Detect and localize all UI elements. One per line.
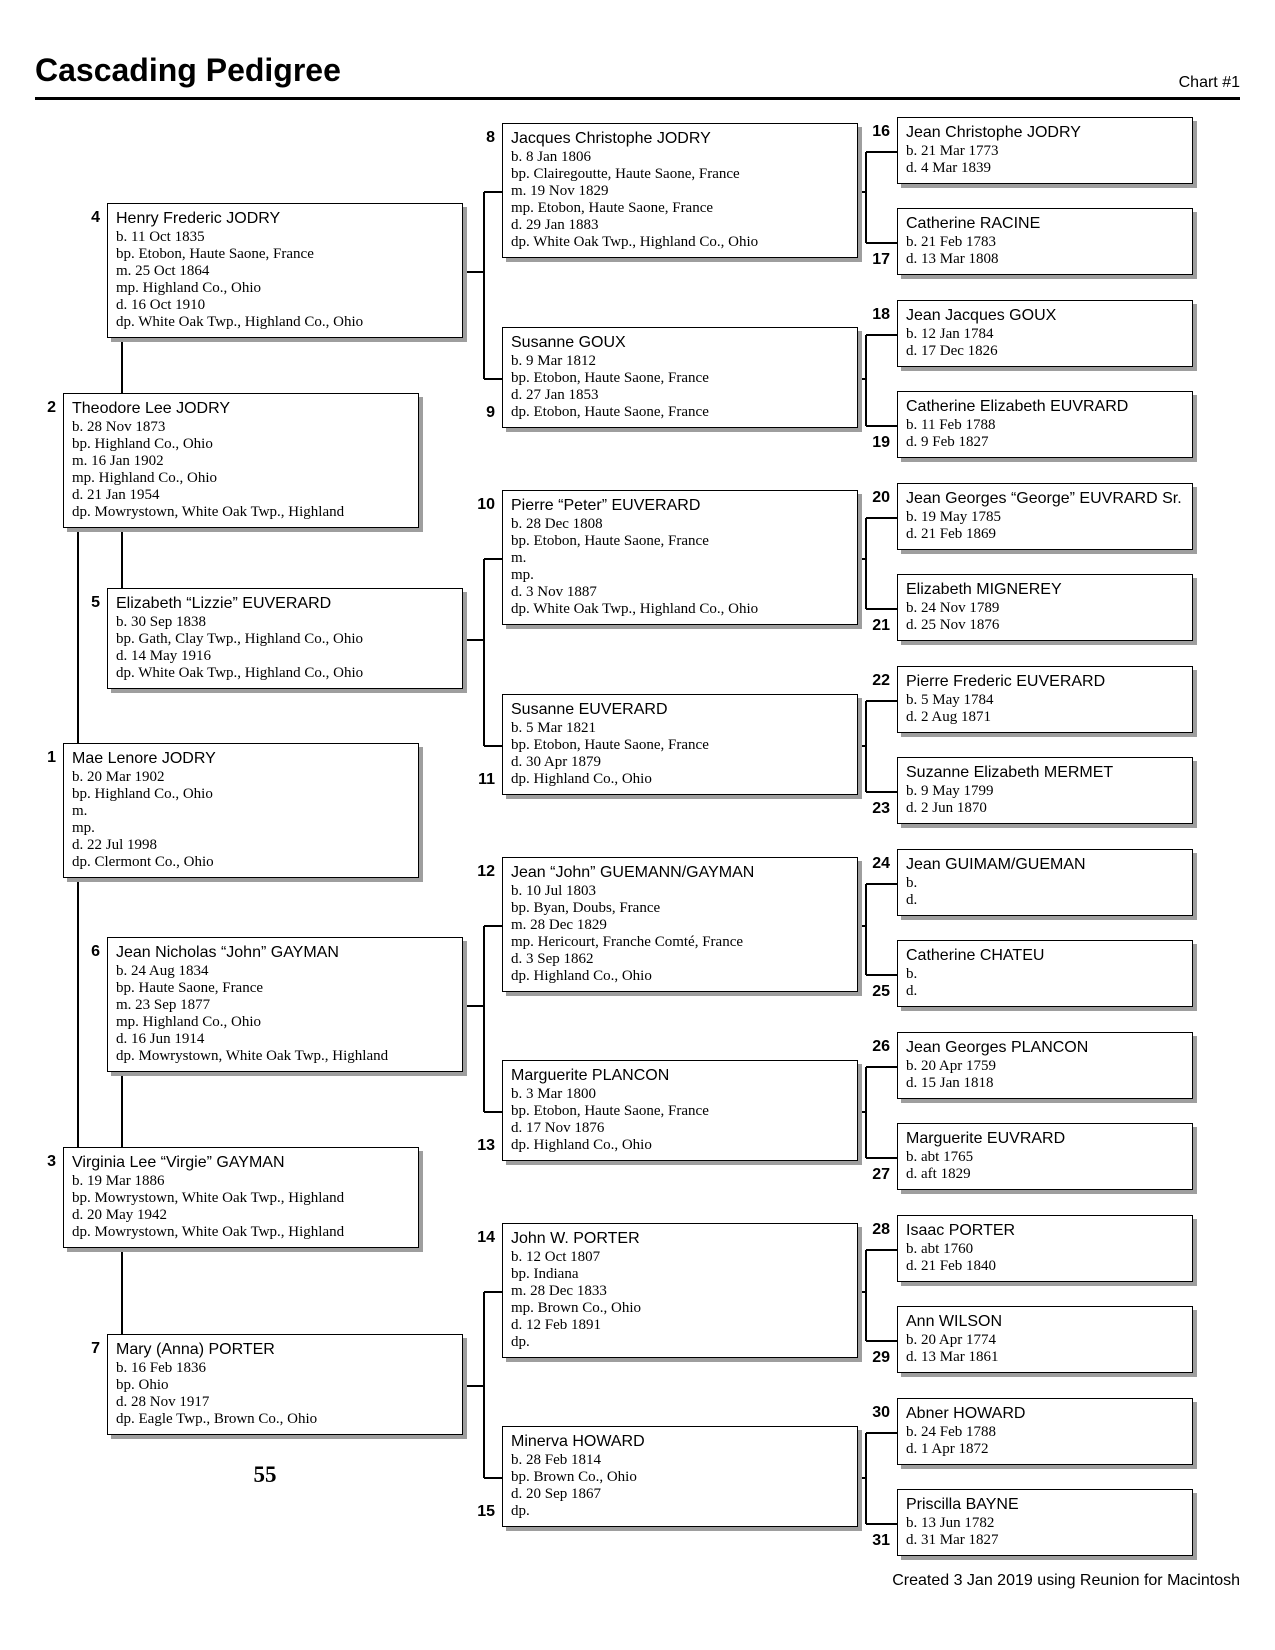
connector-line <box>484 925 502 927</box>
person-name: Pierre “Peter” EUVERARD <box>511 497 701 514</box>
person-name: Priscilla BAYNE <box>906 1496 1019 1513</box>
person-box-15 <box>502 1426 858 1527</box>
connector-line <box>463 1005 484 1007</box>
person-detail: mp. Highland Co., Ohio <box>72 470 217 486</box>
person-detail: m. <box>511 550 527 566</box>
person-detail: bp. Gath, Clay Twp., Highland Co., Ohio <box>116 631 363 647</box>
person-detail: d. aft 1829 <box>906 1166 971 1182</box>
person-detail: dp. Mowrystown, White Oak Twp., Highland <box>72 504 345 520</box>
person-name: Catherine Elizabeth EUVRARD <box>906 398 1129 415</box>
connector-line <box>463 639 484 641</box>
person-detail: mp. Hericourt, Franche Comté, France <box>511 934 744 950</box>
person-number-14: 14 <box>477 1229 495 1246</box>
person-number-28: 28 <box>872 1221 890 1238</box>
person-detail: b. 28 Dec 1808 <box>511 516 603 532</box>
person-detail: b. 19 Mar 1886 <box>72 1173 165 1189</box>
person-box-22 <box>897 666 1193 733</box>
person-detail: b. 20 Apr 1759 <box>906 1058 996 1074</box>
person-name: Jean Christophe JODRY <box>906 124 1081 141</box>
person-detail: b. 16 Feb 1836 <box>116 1360 206 1376</box>
person-detail: b. 12 Oct 1807 <box>511 1249 601 1265</box>
connector-line <box>121 1248 123 1334</box>
person-box-25 <box>897 940 1193 1007</box>
person-number-19: 19 <box>872 434 890 451</box>
person-detail: d. 28 Nov 1917 <box>116 1394 210 1410</box>
connector-line <box>484 558 502 560</box>
person-detail: m. 28 Dec 1829 <box>511 917 607 933</box>
person-name: Jean Jacques GOUX <box>906 307 1057 324</box>
connector-line <box>866 700 897 702</box>
person-detail: mp. Brown Co., Ohio <box>511 1300 642 1316</box>
person-detail: m. 16 Jan 1902 <box>72 453 164 469</box>
person-detail: bp. Mowrystown, White Oak Twp., Highland <box>72 1190 345 1206</box>
person-name: Henry Frederic JODRY <box>116 210 281 227</box>
person-number-3: 3 <box>47 1153 56 1170</box>
person-detail: d. 27 Jan 1853 <box>511 387 599 403</box>
person-number-17: 17 <box>872 251 890 268</box>
person-detail: dp. White Oak Twp., Highland Co., Ohio <box>511 234 759 250</box>
connector-line <box>483 192 485 379</box>
person-detail: b. 24 Feb 1788 <box>906 1424 996 1440</box>
person-detail: dp. Mowrystown, White Oak Twp., Highland <box>72 1224 345 1240</box>
person-number-5: 5 <box>91 594 100 611</box>
connector-line <box>865 152 867 243</box>
person-number-26: 26 <box>872 1038 890 1055</box>
person-detail: dp. Eagle Twp., Brown Co., Ohio <box>116 1411 318 1427</box>
person-detail: mp. <box>72 820 95 836</box>
person-detail: d. 17 Dec 1826 <box>906 343 998 359</box>
person-number-16: 16 <box>872 123 890 140</box>
person-name: Jean Georges PLANCON <box>906 1039 1089 1056</box>
person-box-5 <box>107 588 463 689</box>
person-detail: mp. Etobon, Haute Saone, France <box>511 200 714 216</box>
connector-line <box>866 974 897 976</box>
person-detail: d. 13 Mar 1861 <box>906 1349 999 1365</box>
person-box-9 <box>502 327 858 428</box>
connector-line <box>484 1477 502 1479</box>
connector-line <box>865 1433 867 1524</box>
person-name: Susanne EUVERARD <box>511 701 668 718</box>
person-box-18 <box>897 300 1193 367</box>
person-detail: d. 25 Nov 1876 <box>906 617 1000 633</box>
person-detail: m. 28 Dec 1833 <box>511 1283 607 1299</box>
person-box-12 <box>502 857 858 992</box>
person-detail: bp. Etobon, Haute Saone, France <box>511 370 709 386</box>
connector-line <box>865 701 867 792</box>
person-number-9: 9 <box>486 404 495 421</box>
person-detail: d. 15 Jan 1818 <box>906 1075 994 1091</box>
person-detail: d. 9 Feb 1827 <box>906 434 989 450</box>
person-number-2: 2 <box>47 399 56 416</box>
connector-line <box>121 1072 123 1147</box>
person-detail: bp. Etobon, Haute Saone, France <box>116 246 314 262</box>
person-detail: d. 14 May 1916 <box>116 648 211 664</box>
person-detail: b. 24 Nov 1789 <box>906 600 1000 616</box>
person-detail: d. 20 Sep 1867 <box>511 1486 601 1502</box>
person-name: Virginia Lee “Virgie” GAYMAN <box>72 1154 285 1171</box>
person-detail: b. 19 May 1785 <box>906 509 1001 525</box>
person-box-14 <box>502 1223 858 1358</box>
connector-line <box>866 791 897 793</box>
person-box-20 <box>897 483 1193 550</box>
person-name: Jacques Christophe JODRY <box>511 130 711 147</box>
person-detail: mp. <box>511 567 534 583</box>
person-detail: m. 25 Oct 1864 <box>116 263 210 279</box>
person-box-6 <box>107 937 463 1072</box>
person-detail: b. 20 Mar 1902 <box>72 769 165 785</box>
person-box-31 <box>897 1489 1193 1556</box>
person-detail: b. <box>906 875 918 891</box>
connector-line <box>866 1340 897 1342</box>
person-detail: b. 9 Mar 1812 <box>511 353 596 369</box>
person-box-11 <box>502 694 858 795</box>
person-number-27: 27 <box>872 1166 890 1183</box>
person-detail: d. 30 Apr 1879 <box>511 754 601 770</box>
person-detail: d. 29 Jan 1883 <box>511 217 599 233</box>
person-detail: bp. Etobon, Haute Saone, France <box>511 1103 709 1119</box>
person-number-25: 25 <box>872 983 890 1000</box>
person-detail: bp. Brown Co., Ohio <box>511 1469 637 1485</box>
person-detail: d. 2 Jun 1870 <box>906 800 987 816</box>
person-detail: b. 11 Feb 1788 <box>906 417 996 433</box>
person-number-22: 22 <box>872 672 890 689</box>
person-number-30: 30 <box>872 1404 890 1421</box>
person-detail: b. 9 May 1799 <box>906 783 994 799</box>
person-detail: bp. Etobon, Haute Saone, France <box>511 533 709 549</box>
connector-line <box>483 559 485 746</box>
person-detail: b. 21 Feb 1783 <box>906 234 996 250</box>
person-detail: dp. White Oak Twp., Highland Co., Ohio <box>511 601 759 617</box>
person-detail: d. 3 Nov 1887 <box>511 584 597 600</box>
person-detail: d. <box>906 892 918 908</box>
person-box-10 <box>502 490 858 625</box>
page-number: 55 <box>253 1462 277 1487</box>
person-detail: b. 5 May 1784 <box>906 692 994 708</box>
person-number-12: 12 <box>477 863 495 880</box>
person-detail: d. 16 Jun 1914 <box>116 1031 205 1047</box>
person-detail: bp. Ohio <box>116 1377 169 1393</box>
title-rule <box>35 97 1240 100</box>
person-box-26 <box>897 1032 1193 1099</box>
person-number-8: 8 <box>486 129 495 146</box>
person-detail: dp. Highland Co., Ohio <box>511 1137 652 1153</box>
person-box-23 <box>897 757 1193 824</box>
person-number-18: 18 <box>872 306 890 323</box>
page-title: Cascading Pedigree <box>35 52 341 88</box>
connector-line <box>865 1250 867 1341</box>
person-detail: d. 22 Jul 1998 <box>72 837 158 853</box>
person-name: Minerva HOWARD <box>511 1433 645 1450</box>
person-detail: b. 21 Mar 1773 <box>906 143 999 159</box>
connector-line <box>484 1111 502 1113</box>
person-name: Abner HOWARD <box>906 1405 1026 1422</box>
person-detail: bp. Clairegoutte, Haute Saone, France <box>511 166 740 182</box>
person-name: John W. PORTER <box>511 1230 640 1247</box>
person-detail: bp. Etobon, Haute Saone, France <box>511 737 709 753</box>
connector-line <box>866 151 897 153</box>
person-detail: bp. Highland Co., Ohio <box>72 436 213 452</box>
person-number-7: 7 <box>91 1340 100 1357</box>
person-detail: bp. Byan, Doubs, France <box>511 900 661 916</box>
person-detail: b. 5 Mar 1821 <box>511 720 596 736</box>
connector-line <box>865 518 867 609</box>
person-box-21 <box>897 574 1193 641</box>
connector-line <box>866 334 897 336</box>
person-detail: b. 3 Mar 1800 <box>511 1086 596 1102</box>
person-detail: d. 17 Nov 1876 <box>511 1120 605 1136</box>
person-detail: m. 23 Sep 1877 <box>116 997 211 1013</box>
footer-credit: Created 3 Jan 2019 using Reunion for Macintosh <box>892 1572 1240 1589</box>
connector-line <box>483 1292 485 1478</box>
person-box-3 <box>63 1147 419 1248</box>
person-detail: d. 31 Mar 1827 <box>906 1532 999 1548</box>
person-box-16 <box>897 117 1193 184</box>
person-detail: mp. Highland Co., Ohio <box>116 280 261 296</box>
person-box-2 <box>63 393 419 528</box>
person-name: Ann WILSON <box>906 1313 1003 1330</box>
connector-line <box>484 378 502 380</box>
person-detail: b. <box>906 966 918 982</box>
person-box-27 <box>897 1123 1193 1190</box>
person-detail: b. abt 1760 <box>906 1241 974 1257</box>
person-detail: bp. Haute Saone, France <box>116 980 264 996</box>
person-name: Catherine CHATEU <box>906 947 1045 964</box>
connector-line <box>866 242 897 244</box>
connector-line <box>484 1291 502 1293</box>
person-detail: dp. Highland Co., Ohio <box>511 968 652 984</box>
connector-line <box>866 517 897 519</box>
connector-line <box>77 878 79 1147</box>
person-detail: d. 21 Feb 1869 <box>906 526 996 542</box>
person-detail: b. 8 Jan 1806 <box>511 149 591 165</box>
person-detail: dp. White Oak Twp., Highland Co., Ohio <box>116 314 364 330</box>
person-detail: b. 28 Feb 1814 <box>511 1452 601 1468</box>
connector-line <box>483 926 485 1112</box>
connector-line <box>866 1432 897 1434</box>
person-detail: b. 12 Jan 1784 <box>906 326 994 342</box>
person-detail: d. 4 Mar 1839 <box>906 160 991 176</box>
person-number-15: 15 <box>477 1503 495 1520</box>
person-box-30 <box>897 1398 1193 1465</box>
person-box-4 <box>107 203 463 338</box>
person-name: Suzanne Elizabeth MERMET <box>906 764 1114 781</box>
person-detail: d. 13 Mar 1808 <box>906 251 999 267</box>
person-detail: dp. Clermont Co., Ohio <box>72 854 214 870</box>
person-number-1: 1 <box>47 749 56 766</box>
person-detail: mp. Highland Co., Ohio <box>116 1014 261 1030</box>
person-detail: b. abt 1765 <box>906 1149 974 1165</box>
connector-line <box>866 1066 897 1068</box>
person-name: Jean GUIMAM/GUEMAN <box>906 856 1086 873</box>
person-name: Isaac PORTER <box>906 1222 1016 1239</box>
person-detail: dp. Highland Co., Ohio <box>511 771 652 787</box>
connector-line <box>484 191 502 193</box>
connector-line <box>121 338 123 393</box>
person-name: Jean Georges “George” EUVRARD Sr. <box>906 490 1182 507</box>
person-detail: dp. <box>511 1503 530 1519</box>
person-detail: d. 12 Feb 1891 <box>511 1317 601 1333</box>
person-number-24: 24 <box>872 855 890 872</box>
connector-line <box>865 884 867 975</box>
connector-line <box>866 1249 897 1251</box>
connector-line <box>866 608 897 610</box>
person-name: Marguerite EUVRARD <box>906 1130 1066 1147</box>
person-detail: d. 1 Apr 1872 <box>906 1441 989 1457</box>
person-number-10: 10 <box>477 496 495 513</box>
person-detail: b. 24 Aug 1834 <box>116 963 209 979</box>
person-detail: d. 16 Oct 1910 <box>116 297 206 313</box>
chart-number-label: Chart #1 <box>1178 74 1240 91</box>
person-number-23: 23 <box>872 800 890 817</box>
person-number-21: 21 <box>872 617 890 634</box>
person-name: Pierre Frederic EUVERARD <box>906 673 1106 690</box>
person-detail: d. 21 Feb 1840 <box>906 1258 996 1274</box>
connector-line <box>866 1523 897 1525</box>
person-detail: b. 28 Nov 1873 <box>72 419 166 435</box>
person-detail: d. 21 Jan 1954 <box>72 487 160 503</box>
person-box-17 <box>897 208 1193 275</box>
connector-line <box>121 528 123 588</box>
person-detail: b. 10 Jul 1803 <box>511 883 597 899</box>
person-detail: dp. Mowrystown, White Oak Twp., Highland <box>116 1048 389 1064</box>
person-number-11: 11 <box>478 771 495 788</box>
person-detail: m. <box>72 803 88 819</box>
person-box-24 <box>897 849 1193 916</box>
person-box-28 <box>897 1215 1193 1282</box>
person-detail: bp. Highland Co., Ohio <box>72 786 213 802</box>
person-box-13 <box>502 1060 858 1161</box>
person-box-8 <box>502 123 858 258</box>
person-name: Elizabeth MIGNEREY <box>906 581 1062 598</box>
person-detail: d. 3 Sep 1862 <box>511 951 594 967</box>
person-number-13: 13 <box>477 1137 495 1154</box>
person-name: Catherine RACINE <box>906 215 1041 232</box>
person-number-6: 6 <box>91 943 100 960</box>
connector-line <box>463 271 484 273</box>
connector-line <box>866 425 897 427</box>
connector-line <box>865 335 867 426</box>
person-detail: bp. Indiana <box>511 1266 579 1282</box>
person-name: Jean “John” GUEMANN/GAYMAN <box>511 864 755 881</box>
person-detail: dp. Etobon, Haute Saone, France <box>511 404 709 420</box>
person-number-20: 20 <box>872 489 890 506</box>
connector-line <box>865 1067 867 1158</box>
person-detail: b. 13 Jun 1782 <box>906 1515 995 1531</box>
connector-line <box>463 1385 484 1387</box>
person-name: Mae Lenore JODRY <box>72 750 216 767</box>
person-detail: d. <box>906 983 918 999</box>
person-detail: dp. <box>511 1334 530 1350</box>
person-name: Susanne GOUX <box>511 334 626 351</box>
person-detail: d. 2 Aug 1871 <box>906 709 992 725</box>
person-name: Mary (Anna) PORTER <box>116 1341 275 1358</box>
person-box-19 <box>897 391 1193 458</box>
person-name: Jean Nicholas “John” GAYMAN <box>116 944 339 961</box>
person-detail: d. 20 May 1942 <box>72 1207 167 1223</box>
person-box-1 <box>63 743 419 878</box>
person-box-29 <box>897 1306 1193 1373</box>
person-detail: dp. White Oak Twp., Highland Co., Ohio <box>116 665 364 681</box>
person-name: Theodore Lee JODRY <box>72 400 231 417</box>
connector-line <box>866 883 897 885</box>
person-number-31: 31 <box>872 1532 890 1549</box>
person-name: Marguerite PLANCON <box>511 1067 670 1084</box>
person-detail: b. 30 Sep 1838 <box>116 614 206 630</box>
connector-line <box>484 745 502 747</box>
connector-line <box>866 1157 897 1159</box>
person-detail: b. 11 Oct 1835 <box>116 229 205 245</box>
connector-line <box>77 528 79 743</box>
person-number-4: 4 <box>91 209 100 226</box>
person-number-29: 29 <box>872 1349 890 1366</box>
person-detail: m. 19 Nov 1829 <box>511 183 609 199</box>
person-detail: b. 20 Apr 1774 <box>906 1332 996 1348</box>
person-box-7 <box>107 1334 463 1435</box>
person-name: Elizabeth “Lizzie” EUVERARD <box>116 595 332 612</box>
